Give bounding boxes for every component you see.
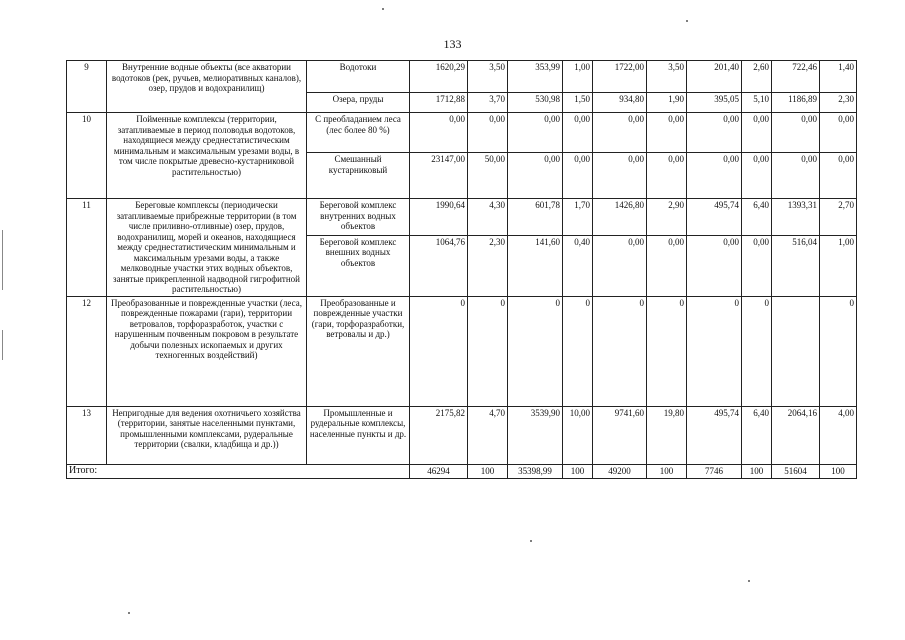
row-number: 9 (67, 61, 107, 113)
value-cell: 1393,31 (772, 199, 820, 236)
row-number: 10 (67, 113, 107, 199)
total-value-cell: 35398,99 (508, 464, 563, 478)
value-cell: 0,00 (593, 235, 647, 296)
habitat-type: Смешанный кустарниковый (307, 153, 410, 199)
value-cell: 2,30 (820, 93, 857, 113)
habitat-type: Промышленные и рудеральные комплексы, населенные пункты и др. (307, 406, 410, 464)
value-cell: 50,00 (468, 153, 508, 199)
value-cell: 0 (687, 296, 742, 406)
row-number: 13 (67, 406, 107, 464)
value-cell: 495,74 (687, 199, 742, 236)
value-cell: 530,98 (508, 93, 563, 113)
value-cell: 0,00 (593, 113, 647, 153)
value-cell: 6,40 (742, 406, 772, 464)
value-cell: 0,00 (742, 113, 772, 153)
value-cell: 0,00 (647, 113, 687, 153)
value-cell: 1990,64 (410, 199, 468, 236)
value-cell: 0,00 (742, 153, 772, 199)
table-row (67, 296, 857, 406)
scan-speck (382, 8, 384, 10)
value-cell: 1,00 (563, 61, 593, 93)
total-value-cell: 100 (468, 464, 508, 478)
value-cell: 9741,60 (593, 406, 647, 464)
page-number: 133 (443, 37, 462, 51)
total-row (67, 464, 857, 478)
total-value-cell: 100 (820, 464, 857, 478)
value-cell: 353,99 (508, 61, 563, 93)
scan-speck (128, 612, 130, 614)
value-cell: 1,70 (563, 199, 593, 236)
value-cell: 2,70 (820, 199, 857, 236)
value-cell: 0 (563, 296, 593, 406)
value-cell: 3,50 (647, 61, 687, 93)
table-row (67, 406, 857, 464)
value-cell: 2,90 (647, 199, 687, 236)
value-cell: 0,00 (687, 235, 742, 296)
value-cell: 0,00 (508, 153, 563, 199)
value-cell: 0 (820, 296, 857, 406)
category-description: Пойменные комплексы (территории, затапливаемые в период половодья водотоков, находящиеся между среднестатистическим минимальным и максимальным урезами воды, в том числе покрытые древесно-кустарниковой растительностью) (107, 113, 307, 199)
value-cell: 3,70 (468, 93, 508, 113)
value-cell: 6,40 (742, 199, 772, 236)
scan-speck (686, 20, 688, 22)
value-cell: 516,04 (772, 235, 820, 296)
value-cell: 0,00 (687, 113, 742, 153)
value-cell (772, 296, 820, 406)
value-cell: 201,40 (687, 61, 742, 93)
category-description: Преобразованные и поврежденные участки (леса, поврежденные пожарами (гари), территории ветровалов, торфоразработок, участки с нарушенным почвенным покровом в результате добычи полезных ископаемых и других техногенных воздействий) (107, 296, 307, 406)
value-cell: 0,00 (820, 153, 857, 199)
value-cell: 0,00 (563, 153, 593, 199)
total-label: Итого: (67, 464, 410, 478)
total-value-cell: 100 (742, 464, 772, 478)
value-cell: 0 (410, 296, 468, 406)
value-cell: 0,00 (468, 113, 508, 153)
value-cell: 10,00 (563, 406, 593, 464)
total-value-cell: 49200 (593, 464, 647, 478)
value-cell: 0 (742, 296, 772, 406)
value-cell: 601,78 (508, 199, 563, 236)
value-cell: 0,00 (647, 235, 687, 296)
value-cell: 722,46 (772, 61, 820, 93)
value-cell: 934,80 (593, 93, 647, 113)
value-cell: 0,00 (820, 113, 857, 153)
value-cell: 0 (508, 296, 563, 406)
value-cell: 0,00 (742, 235, 772, 296)
habitat-type: Береговой комплекс внешних водных объектов (307, 235, 410, 296)
habitat-type: Преобразованные и поврежденные участки (гари, торфоразработки, ветровалы и др.) (307, 296, 410, 406)
value-cell: 23147,00 (410, 153, 468, 199)
value-cell: 0,00 (593, 153, 647, 199)
value-cell: 2,30 (468, 235, 508, 296)
value-cell: 1712,88 (410, 93, 468, 113)
value-cell: 1620,29 (410, 61, 468, 93)
value-cell: 5,10 (742, 93, 772, 113)
habitat-type: Озера, пруды (307, 93, 410, 113)
total-value-cell: 100 (647, 464, 687, 478)
row-number: 11 (67, 199, 107, 297)
value-cell: 0 (647, 296, 687, 406)
value-cell: 1426,80 (593, 199, 647, 236)
table-row (67, 199, 857, 236)
value-cell: 495,74 (687, 406, 742, 464)
value-cell: 1,40 (820, 61, 857, 93)
value-cell: 1,00 (820, 235, 857, 296)
habitat-type: С преобладанием леса (лес более 80 %) (307, 113, 410, 153)
value-cell: 0 (468, 296, 508, 406)
category-description: Береговые комплексы (периодически затапливаемые прибрежные территории (в том числе приливно-отливные) озер, прудов, водохранилищ, морей и океанов, находящиеся между среднестатистическим минимальным и максимальным урезами воды, а также мелководные участки этих водных объектов, занятые прикрепленной надводной гигрофитной растительностью) (107, 199, 307, 297)
value-cell: 3,50 (468, 61, 508, 93)
scan-speck (748, 580, 750, 582)
total-value-cell: 7746 (687, 464, 742, 478)
total-value-cell: 46294 (410, 464, 468, 478)
scan-edge-mark (2, 230, 3, 290)
value-cell: 4,30 (468, 199, 508, 236)
category-description: Внутренние водные объекты (все акватории водотоков (рек, ручьев, мелиоративных каналов), озер, прудов и водохранилищ) (107, 61, 307, 113)
total-value-cell: 100 (563, 464, 593, 478)
value-cell: 4,70 (468, 406, 508, 464)
category-description: Непригодные для ведения охотничьего хозяйства (территории, занятые населенными пунктами, промышленными комплексами, рудеральные территории (свалки, кладбища и др.)) (107, 406, 307, 464)
value-cell: 395,05 (687, 93, 742, 113)
table-row (67, 113, 857, 153)
value-cell: 0,40 (563, 235, 593, 296)
value-cell: 141,60 (508, 235, 563, 296)
scan-edge-mark (2, 330, 3, 360)
value-cell: 1186,89 (772, 93, 820, 113)
value-cell: 0,00 (772, 113, 820, 153)
row-number: 12 (67, 296, 107, 406)
value-cell: 0,00 (647, 153, 687, 199)
habitat-type: Водотоки (307, 61, 410, 93)
value-cell: 3539,90 (508, 406, 563, 464)
value-cell: 1,50 (563, 93, 593, 113)
value-cell: 0,00 (563, 113, 593, 153)
value-cell: 0,00 (772, 153, 820, 199)
value-cell: 4,00 (820, 406, 857, 464)
value-cell: 1,90 (647, 93, 687, 113)
value-cell: 1064,76 (410, 235, 468, 296)
habitat-table (66, 60, 857, 479)
total-value-cell: 51604 (772, 464, 820, 478)
value-cell: 2064,16 (772, 406, 820, 464)
value-cell: 0,00 (508, 113, 563, 153)
value-cell: 0 (593, 296, 647, 406)
value-cell: 2175,82 (410, 406, 468, 464)
value-cell: 2,60 (742, 61, 772, 93)
table-row (67, 61, 857, 93)
value-cell: 1722,00 (593, 61, 647, 93)
scan-speck (530, 540, 532, 542)
habitat-type: Береговой комплекс внутренних водных объектов (307, 199, 410, 236)
value-cell: 0,00 (687, 153, 742, 199)
value-cell: 19,80 (647, 406, 687, 464)
value-cell: 0,00 (410, 113, 468, 153)
